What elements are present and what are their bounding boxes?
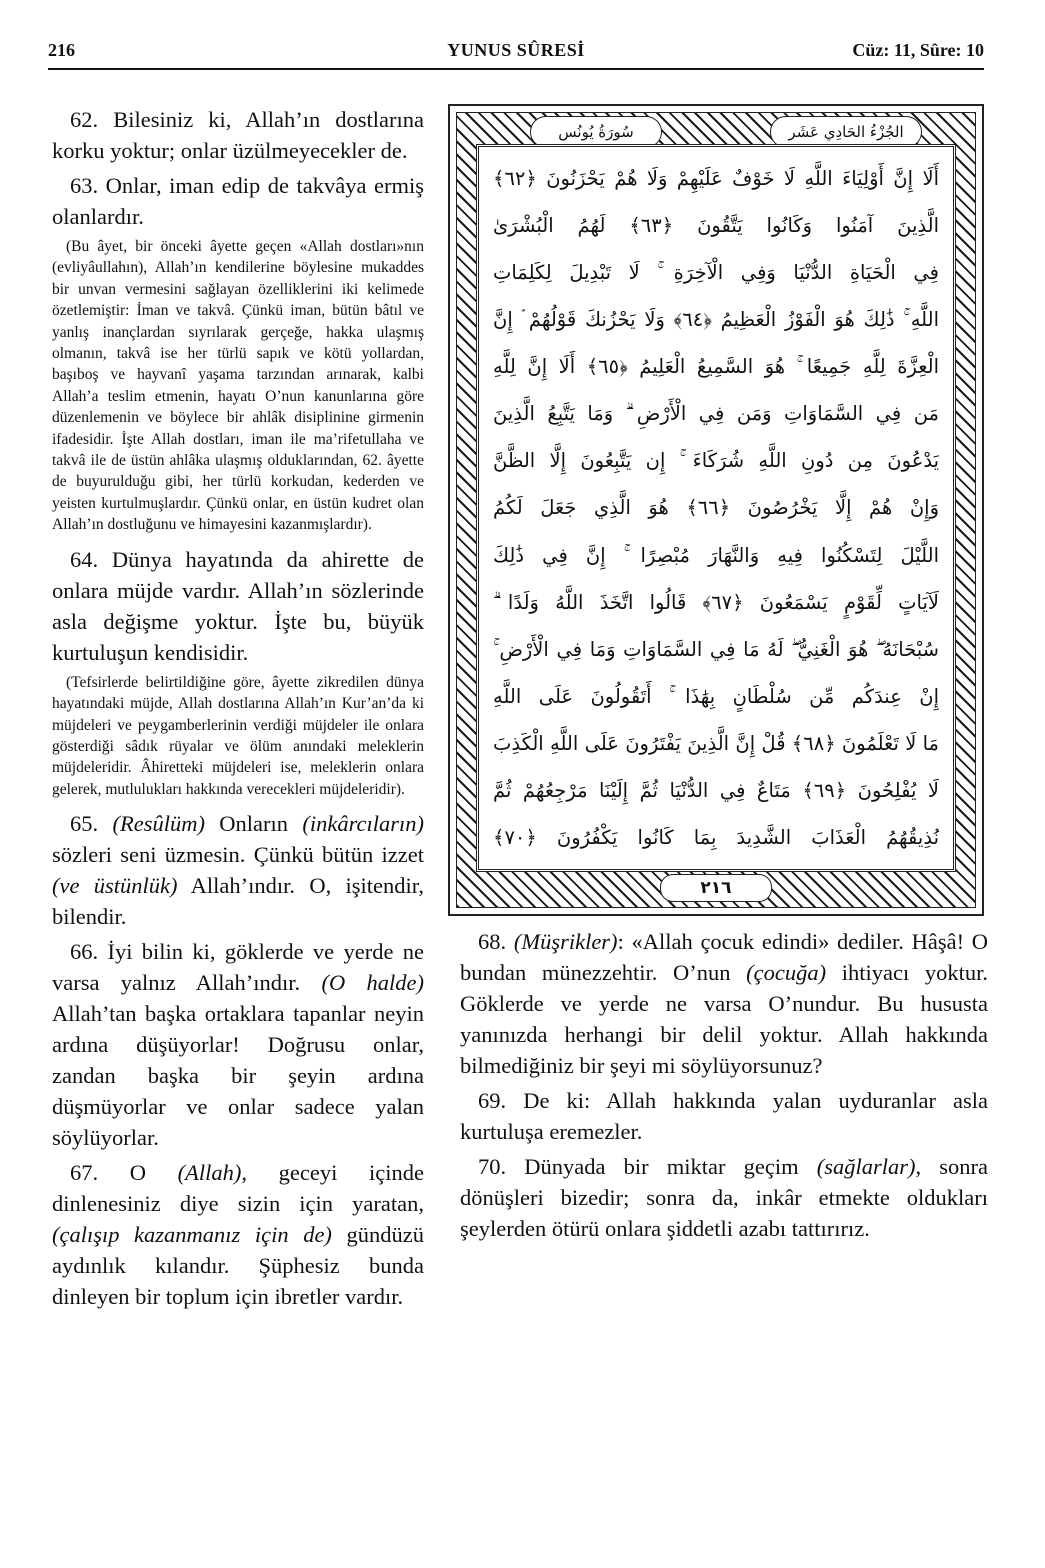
arabic-line: مَن فِي السَّمَاوَاتِ وَمَن فِي الْأَرْضِ ۗ وَمَا يَتَّبِعُ الَّذِينَ [493,402,939,426]
cuz-sure-info: Cüz: 11, Sûre: 10 [852,40,984,60]
verse-68: 68. (Müşrikler): «Allah çocuk edindi» dediler. Hâşâ! O bundan münezzehtir. O’nun (çocuğa) ihtiyacı yoktur. Göklerde ve yerde ne varsa O’nundur. Bu hususta yanınızda herhangi bir delil yoktur. Allah hakkında bilmediğiniz bir şeyi mi söylüyorsunuz? [460,929,989,1078]
verse-62: 62. Bilesiniz ki, Allah’ın dostlarına korku yoktur; onlar üzülmeyecekler de. [52,107,424,163]
sure-title: YUNUS SÛRESİ [447,40,585,60]
arabic-text-area [476,144,956,872]
arabic-line: نُذِيقُهُمُ الْعَذَابَ الشَّدِيدَ بِمَا كَانُوا يَكْفُرُونَ ﴿٧٠﴾ [493,825,939,849]
page-number: 216 [48,40,75,60]
arabic-lines [479,147,953,869]
arabic-line: يَدْعُونَ مِن دُونِ اللَّهِ شُرَكَاءَ ۚ إِن يَتَّبِعُونَ إِلَّا الظَّنَّ [493,449,939,473]
verse-67: 67. O (Allah), geceyi içinde dinlenesiniz diye sizin için yaratan, (çalışıp kazanmanız için de) gündüzü aydınlık kılandır. Şüphesiz bunda dinleyen bir toplum için ibretler vardır. [52,1160,425,1310]
verse-69: 69. De ki: Allah hakkında yalan uyduranlar asla kurtuluşa eremezler. [460,1088,988,1144]
arabic-line: لَا يُفْلِحُونَ ﴿٦٩﴾ مَتَاعٌ فِي الدُّنْيَا ثُمَّ إِلَيْنَا مَرْجِعُهُمْ ثُمَّ [493,778,939,802]
arabic-line: اللَّهِ ۚ ذَٰلِكَ هُوَ الْفَوْزُ الْعَظِيمُ ﴿٦٤﴾ وَلَا يَحْزُنكَ قَوْلُهُمْ ۘ إِنَّ [493,308,939,332]
mushaf-panel [448,104,984,916]
commentary-63: (Bu âyet, bir önceki âyette geçen «Allah dostları»nın (evliyâullahın), Allah’ın kendilerine böylesine mukaddes bir unvan vermesini sağlayan özelliklerini iki kelimede özetlemiştir: İman ve takvâ. Çünkü iman, bütün bâtıl ve yanlış inançlardan sıyrılarak gerçeğe, hakka ulaşmış olmanın, takvâ ise her türlü sapık ve kötü yollardan, başıboş ve hayvanî yaşama tarzından arınarak, kalbi Allah’a teslim etmenin, hayatı O’nun kanunlarına göre düzenlemenin ve böylece bir ahlâk disiplinine girmenin ifadesidir. İşte Allah dostları, iman ile ma’rifetullaha ve takvâ ile de üstün ahlâka ulaşmış olduklarından, 62. âyette de buyurulduğu gibi, her türlü korkudan, kederden ve yeisten kurtulmuşlardır. Çünkü onlar, en üstün kudret olan Allah’ın dostluğunu ve himayesini kazanmışlardır). [52,238,424,534]
commentary-64: (Tefsirlerde belirtildiğine göre, âyette zikredilen dünya hayatındaki müjde, Allah dostlarına Allah’ın Kur’an’da ki müjdeleri ve peygamberlerinin verdiği müjdeler ile onlara gösterdiği sâdık rüyalar ve ölüm anındaki meleklerin müjdeleridir. Âhiretteki müjdeleri ise, meleklerin onlara gelerek, mutlulukları hakkında verecekleri müjdeleridir). [52,673,424,798]
verse-70: 70. Dünyada bir miktar geçim (sağlarlar), sonra dönüşleri bizedir; sonra da, inkâr etmekte oldukları şeylerden ötürü onlara şiddetli azabı tattırırız. [460,1154,988,1241]
verse-65: 65. (Resûlüm) Onların (inkârcıların) sözleri seni üzmesin. Çünkü bütün izzet (ve üstünlük) Allah’ındır. O, işitendir, bilendir. [52,811,425,930]
arabic-line: أَلَا إِنَّ أَوْلِيَاءَ اللَّهِ لَا خَوْفٌ عَلَيْهِمْ وَلَا هُمْ يَحْزَنُونَ ﴿٦٢﴾ [493,167,939,190]
arabic-line: اللَّيْلَ لِتَسْكُنُوا فِيهِ وَالنَّهَارَ مُبْصِرًا ۚ إِنَّ فِي ذَٰلِكَ [493,543,939,567]
arabic-line: الَّذِينَ آمَنُوا وَكَانُوا يَتَّقُونَ ﴿٦٣﴾ لَهُمُ الْبُشْرَىٰ [493,214,939,238]
juz-name-cartouche: الجُزْءُ الحَادِي عَشَر [770,116,922,148]
mushaf-page-number: ٢١٦ [660,874,772,902]
arabic-line: إِنْ عِندَكُم مِّن سُلْطَانٍ بِهَٰذَا ۚ أَتَقُولُونَ عَلَى اللَّهِ [493,684,939,708]
arabic-line: مَا لَا تَعْلَمُونَ ﴿٦٨﴾ قُلْ إِنَّ الَّذِينَ يَفْتَرُونَ عَلَى اللَّهِ الْكَذِبَ [493,731,939,755]
arabic-line: الْعِزَّةَ لِلَّهِ جَمِيعًا ۚ هُوَ السَّمِيعُ الْعَلِيمُ ﴿٦٥﴾ أَلَا إِنَّ لِلَّهِ [493,355,939,379]
running-header [48,32,984,70]
verse-66: 66. İyi bilin ki, göklerde ve yerde ne varsa yalnız Allah’ındır. (O halde) Allah’tan başka ortaklara tapanlar neyin ardına düşüyorlar! Doğrusu onlar, zandan başka bir şeyin ardına düşmüyorlar ve onlar sadece yalan söylüyorlar. [52,939,424,1151]
sure-name-cartouche: سُورَةُ يُونُس [530,116,662,148]
right-text-column [460,926,988,1248]
verse-63: 63. Onlar, iman edip de takvâya ermiş olanlardır. [52,173,424,229]
arabic-line: وَإِنْ هُمْ إِلَّا يَخْرُصُونَ ﴿٦٦﴾ هُوَ الَّذِي جَعَلَ لَكُمُ [493,496,939,520]
arabic-line: فِي الْحَيَاةِ الدُّنْيَا وَفِي الْآخِرَةِ ۚ لَا تَبْدِيلَ لِكَلِمَاتِ [493,261,939,285]
arabic-line: لَآيَاتٍ لِّقَوْمٍ يَسْمَعُونَ ﴿٦٧﴾ قَالُوا اتَّخَذَ اللَّهُ وَلَدًا ۗ [493,590,939,614]
verse-64: 64. Dünya hayatında da ahirette de onlara müjde vardır. Allah’ın sözlerinde asla değişme yoktur. İşte bu, büyük kurtuluşun kendisidir. [52,546,424,665]
left-text-column [52,104,424,1316]
arabic-line: سُبْحَانَهُ ۖ هُوَ الْغَنِيُّ ۖ لَهُ مَا فِي السَّمَاوَاتِ وَمَا فِي الْأَرْضِ ۚ [493,637,939,661]
